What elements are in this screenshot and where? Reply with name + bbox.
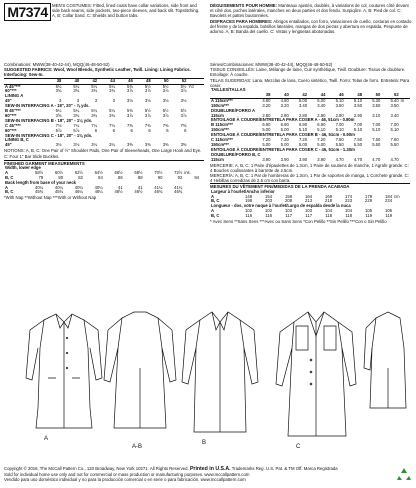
value-cell: 3¾	[73, 112, 80, 118]
size-cell: 52	[170, 79, 188, 84]
value-cell: 3.90	[298, 156, 308, 162]
value-cell: 218	[325, 198, 333, 204]
value-cell: 68½	[134, 169, 143, 175]
row-label: C 115cm***	[211, 137, 233, 143]
value-cell: 119	[365, 213, 373, 219]
unit-cell: cm	[394, 193, 400, 199]
value-cell: 7.20	[317, 137, 326, 143]
value-cell: 2.80	[280, 112, 289, 118]
value-cell: 5.50	[372, 141, 381, 147]
value-cell: 6.90	[298, 122, 308, 128]
value-cell: 3	[76, 98, 80, 104]
nap-note: *With Nap **Without Nap ***With or Without Nap	[4, 195, 97, 201]
value-cell: 7⅛	[55, 122, 62, 128]
footer	[4, 466, 412, 483]
value-cell: 3⅞	[180, 112, 187, 118]
row-label: B 45"***	[5, 108, 21, 114]
value-cell: 3¼	[109, 142, 115, 148]
value-cell: 60½	[54, 169, 64, 175]
section-label: DOUBLURE/FORRO B, C	[211, 151, 261, 157]
value-cell: 104	[325, 208, 333, 214]
value-cell: 2.90	[353, 112, 363, 118]
value-cell: 3⅞	[144, 112, 151, 118]
value-cell: 5¼	[109, 83, 115, 89]
value-cell: 3⅜	[180, 142, 187, 148]
value-cell: 2.80	[317, 112, 326, 118]
row-label: 150cm***	[211, 127, 229, 133]
view-c-front	[276, 312, 356, 436]
value-cell: 3⅞	[162, 112, 169, 118]
row-label: C 45"***	[5, 122, 21, 128]
value-cell: 118	[325, 213, 333, 219]
value-cell: 3¼	[91, 142, 98, 148]
spanish-title: DISFRACES PARA HOMBRES:	[210, 18, 273, 24]
value-cell: 84	[98, 174, 103, 180]
metric-table	[210, 88, 410, 163]
value-cell: 6	[112, 127, 115, 133]
value-cell: 102	[265, 208, 273, 214]
value-cell: 5¼	[55, 108, 62, 114]
value-cell: 5¼	[73, 108, 80, 114]
row-label: A	[5, 169, 9, 175]
value-cell: 5.10	[353, 127, 363, 133]
label-a: A	[44, 436, 49, 442]
size-cell: 46	[116, 79, 134, 84]
value-cell: 5.00	[317, 141, 326, 147]
value-cell: 41	[137, 184, 143, 190]
unit-cell: m	[400, 97, 405, 103]
value-cell: 41¼	[174, 184, 183, 190]
row-label: 150cm***	[211, 141, 229, 147]
value-cell: 4.80	[262, 97, 271, 103]
value-cell: 5.00	[298, 141, 308, 147]
size-cell: 40	[62, 79, 80, 84]
value-cell: 203	[265, 198, 273, 204]
value-cell: 4.70	[335, 156, 344, 162]
value-cell: 6	[166, 127, 169, 133]
notions: NOTIONS: A, B, C: One Pair of ½" Shoulder Pads, One Pair of Sleeveheads, One Large Hook and Eye. C: Four 1" Bar Slide Buckles.	[4, 148, 202, 159]
size-cell: 52	[381, 93, 399, 98]
value-cell: 88	[137, 174, 143, 180]
value-cell: 3⅞	[127, 88, 133, 94]
value-cell: 5⅜	[127, 83, 133, 89]
size-cell: 42	[80, 79, 98, 84]
value-cell: 7⅜	[127, 122, 133, 128]
value-cell: 5.10	[353, 97, 363, 103]
unit-cell	[200, 176, 204, 181]
technical-drawings	[4, 308, 412, 462]
value-cell: 117	[285, 213, 293, 219]
value-cell: 174	[345, 193, 353, 199]
value-cell: 5.00	[317, 97, 326, 103]
value-cell: 7⅜	[144, 122, 151, 128]
value-cell: 5.10	[317, 127, 326, 133]
row-label: B, C	[5, 174, 14, 180]
size-cell: 44	[308, 93, 326, 98]
view-a-front	[26, 314, 102, 428]
size-cell: 50	[363, 93, 381, 98]
value-cell: 103	[285, 208, 293, 214]
row-label: B 115cm***	[211, 122, 233, 128]
unit-cell: Yd	[188, 83, 194, 89]
suggested-fabrics: SUGGESTED FABRICS: Wool, Wool Blends, Synthetic Leather, Twill. Lining: Lining Fabrics. Interfacing: Sew-In.	[4, 67, 191, 78]
value-cell: 5¼	[109, 108, 115, 114]
value-cell: 5⅞	[73, 127, 80, 133]
value-cell: 90	[157, 174, 163, 180]
size-cell: 42	[290, 93, 308, 98]
value-cell: 3⅝	[55, 112, 62, 118]
section-label: LINING B, C	[5, 137, 29, 143]
value-cell: 4.80	[280, 97, 289, 103]
value-cell: 4.70	[390, 156, 399, 162]
row-label: 60"***	[5, 127, 17, 133]
value-cell: 5¼	[73, 83, 80, 89]
label-b: B	[202, 440, 207, 446]
value-cell: 229	[365, 198, 373, 204]
value-cell: 7¼	[91, 122, 98, 128]
value-cell: 5.50	[335, 141, 344, 147]
value-cell: 40¼	[54, 184, 64, 190]
row-label: 60"***	[5, 88, 17, 94]
value-cell: 3⅜	[162, 142, 169, 148]
value-cell: 118	[345, 213, 353, 219]
merceria: MERCERÍA: A, B, C: 1 Par de hombreras de 1.3cm, 1 Par de soportes de manga, 1 Corchete grande. C: 4 Hebillas corredizas de 2.5 cm con barra.	[210, 173, 409, 184]
french-description: Manteaux ajustés, doublés, à variations de col, coutures côté devant et côté dos, poches latérales, manches en deux parties et dos fendu. Surpiqûre. A, B: Pied de col. C: Bavolets et pattes boutonnées.	[210, 3, 409, 19]
value-cell: 3¾	[73, 88, 80, 94]
value-cell: 154	[265, 193, 273, 199]
row-label: 115cm	[211, 156, 224, 162]
value-cell: 119	[385, 213, 393, 219]
row-label: A 115cm***	[211, 97, 233, 103]
value-cell: 5¼	[55, 83, 62, 89]
value-cell: 94	[194, 174, 199, 180]
section-label: Largeur à l'ourlet/Ancho inferior	[211, 188, 275, 194]
value-cell: 40¼	[94, 184, 103, 190]
value-cell: 105	[385, 208, 393, 214]
value-cell: 3⅞	[127, 112, 133, 118]
value-cell: 46¾	[174, 189, 183, 195]
value-cell: 3.20	[262, 102, 271, 108]
value-cell: 3⅛	[180, 98, 187, 104]
english-intro	[52, 3, 204, 19]
value-cell: 3.50	[353, 102, 363, 108]
value-cell: 40¼	[74, 184, 83, 190]
nap-note-translated: * Avec Sens **Sans Sens ***Avec ou Sans Sens *Con Pelillo **Sin Pelillo ***Con o Sin Pelillo	[210, 219, 387, 225]
section-label: SEW-IN INTERFACING A - 18", 20" - ⅞ yds.	[5, 103, 90, 109]
value-cell: 117	[305, 213, 313, 219]
value-cell: 2.80	[262, 112, 271, 118]
section-label: Longueur - dos, votre nuque à l'ourlet/Largo de espalda desde la nuca	[211, 203, 351, 209]
metric-yardage	[210, 62, 410, 224]
value-cell: 2.80	[298, 112, 308, 118]
row-label: B, C	[5, 189, 14, 195]
value-cell: 3.50	[390, 102, 399, 108]
value-cell: 3.20	[280, 102, 289, 108]
value-cell: 7.00	[372, 122, 381, 128]
value-cell: 5.40	[390, 97, 399, 103]
value-cell: 7.50	[335, 137, 344, 143]
value-cell: 3⅛	[162, 98, 169, 104]
finished-measurements-table	[4, 166, 204, 195]
value-cell: 3.40	[390, 112, 399, 118]
value-cell: 41¼	[154, 184, 163, 190]
value-cell: 41	[118, 184, 123, 190]
value-cell: 7.20	[262, 137, 271, 143]
value-cell: 234	[385, 198, 393, 204]
english-yardage	[4, 62, 204, 201]
value-cell: 105	[365, 208, 373, 214]
combinations-label: Combinations: MWW(38-40-42-44), MQQ(46-48-50-52)	[4, 62, 110, 67]
spanish-description: Abrigos entallados, con forro, variaciones de cuello, costuras en costado del frente y de la espalda, bolsillos laterales, mangas de dos piezas y abertura en espalda. Pespunte de adorno. A, B: Banda del cuello. C: Vistas y lengüetas abotonadas.	[210, 18, 412, 35]
row-label: B, C	[211, 213, 220, 219]
value-cell: 3⅞	[162, 88, 169, 94]
sold-notice: Sold for individual home use only and not for commercial or mass production or manufacturing purposes. www.mccallpattern.com	[4, 472, 250, 478]
value-cell: 7.00	[390, 122, 399, 128]
size-cell: 40	[271, 93, 289, 98]
value-cell: 58½	[35, 169, 44, 175]
printed-in: Printed in U.S.A.	[189, 466, 231, 472]
value-cell: 5.10	[298, 127, 308, 133]
value-cell: 46¾	[154, 189, 163, 195]
value-cell: 116	[245, 213, 253, 219]
value-cell: 3¾	[55, 88, 62, 94]
value-cell: 5⅞	[55, 127, 62, 133]
value-cell: 3⅛	[73, 142, 80, 148]
section-label: ENTOILAGE À COUDRE/ENTRETELA PARA COSER C - 46, 51cm - 1.30m	[211, 146, 355, 152]
vendido-notice: Vendido para uso doméstico individual y no para la producción comercial o en serie o para fabricación. www.mccallpattern.com	[4, 477, 246, 483]
value-cell: 64½	[94, 169, 103, 175]
value-cell: 5.50	[390, 141, 399, 147]
value-cell: 5½	[180, 108, 187, 114]
value-cell: 7¼	[109, 122, 115, 128]
value-cell: 72½	[174, 169, 183, 175]
value-cell: 4.70	[372, 156, 381, 162]
row-label: 60"***	[5, 112, 17, 118]
value-cell: 103	[305, 208, 313, 214]
value-cell: 7.60	[372, 137, 381, 143]
value-cell: 5.10	[335, 97, 344, 103]
row-label: 150cm***	[211, 102, 229, 108]
value-cell: 3⅛	[55, 142, 62, 148]
label-a-b: A-B	[132, 444, 143, 450]
mesures-title: MESURES DU VÊTEMENT FINI/MEDIDAS DE LA PRENDA ACABADA	[210, 184, 350, 190]
value-cell: 3	[112, 98, 115, 104]
value-cell: 6.90	[317, 122, 326, 128]
value-cell: 5½	[180, 83, 187, 89]
size-cell: 48	[345, 93, 363, 98]
section-label: LINING A	[5, 93, 24, 99]
value-cell: 3⅞	[144, 88, 151, 94]
value-cell: 6.90	[280, 122, 289, 128]
value-cell: 149	[245, 193, 253, 199]
value-cell: 3¾	[91, 88, 98, 94]
value-cell: 5.00	[262, 127, 271, 133]
value-cell: 3	[94, 98, 98, 104]
size-cell: 38	[45, 79, 63, 84]
value-cell: 92	[177, 174, 183, 180]
value-cell: 5.00	[280, 127, 289, 133]
value-cell: 7.20	[280, 137, 289, 143]
row-label: 45"	[5, 98, 12, 104]
value-cell: 3¾	[109, 112, 115, 118]
copyright: Copyright © 2016, The McCall Pattern Co., 120 Broadway, New York 10271. All Rights Reserved.	[4, 466, 189, 471]
value-cell: 78	[38, 174, 44, 180]
value-cell: 5.10	[390, 127, 399, 133]
value-cell: 5¼	[91, 83, 98, 89]
english-description: MEN'S COSTUMES: Fitted, lined coats have collar variations, side front and side back seams, side pockets, two-piece sleeves, and back slit. Topstitching. A, B: Collar band. C: Shields and button tabs.	[52, 3, 200, 19]
value-cell: 3.50	[372, 102, 381, 108]
row-label: A	[211, 208, 215, 214]
value-cell: 7.20	[298, 137, 308, 143]
value-cell: 5.00	[280, 141, 289, 147]
value-cell: 6	[94, 127, 98, 133]
finished-measurements-title: FINISHED GARMENT MEASUREMENTS	[4, 160, 85, 166]
unit-cell: ins.	[184, 169, 191, 175]
value-cell: 7.00	[335, 122, 344, 128]
section-label: Back length from base of your neck	[5, 179, 76, 185]
value-cell: 46½	[114, 189, 123, 195]
value-cell: 102	[245, 208, 253, 214]
value-cell: 5.00	[262, 141, 271, 147]
value-cell: 223	[345, 198, 353, 204]
trademarks: Trademarks Reg. U.S. Pat. & TM Off. Marca Registrada	[231, 466, 338, 471]
view-c-back	[364, 312, 406, 408]
value-cell: 66½	[114, 169, 123, 175]
value-cell: 5.10	[372, 127, 381, 133]
view-b-front	[182, 312, 258, 432]
value-cell: 5½	[144, 83, 151, 89]
section-label: ENTOILAGE À COUDRE/ENTRETELA PARA COSER A - 46, 51cm - 0.80m	[211, 117, 355, 123]
value-cell: 45¾	[35, 189, 44, 195]
value-cell: 198	[245, 198, 253, 204]
value-cell: 86	[118, 174, 123, 180]
value-cell: 5½	[162, 83, 169, 89]
value-cell: 5.10	[335, 127, 344, 133]
row-label: 45"	[5, 142, 12, 148]
mercerie: MERCERIE: A, B, C: 1 Paire d'épaulettes de 1.3cm, 1 Paire de soutiens de manche, 1 Agrafe grande. C: 4 Boucles coulissantes à barrette de 2.5cm.	[210, 162, 409, 173]
value-cell: 62½	[74, 169, 83, 175]
value-cell: 45¾	[54, 189, 64, 195]
telas-sugeridas: TELAS SUGERIDAS: Lana, Mezclas de lana, Cuero sintético, Twill. Forro: Telas de forro. Entretela: Para coser.	[210, 77, 410, 88]
value-cell: 7¼	[73, 122, 80, 128]
value-cell: 159	[285, 193, 293, 199]
value-cell: 5.30	[372, 97, 381, 103]
value-cell: 5½	[144, 108, 151, 114]
row-label: A	[211, 193, 215, 199]
row-label: A	[5, 184, 9, 190]
recycle-icon	[396, 466, 412, 482]
value-cell: 70½	[154, 169, 163, 175]
value-cell: 169	[325, 193, 333, 199]
section-label: DOUBLURE/FORRO A	[211, 107, 256, 113]
value-cell: 7.00	[353, 122, 363, 128]
row-label: A 45"***	[5, 83, 21, 89]
value-cell: 5¼	[91, 108, 98, 114]
row-label: B, C	[211, 198, 220, 204]
value-cell: 46¼	[74, 189, 83, 195]
value-cell: 3⅞	[180, 88, 187, 94]
value-cell: 40¼	[35, 184, 44, 190]
section-label: TAILLES/TALLAS	[211, 87, 246, 93]
value-cell: 7⅜	[180, 122, 187, 128]
size-cell: 44	[98, 79, 116, 84]
series-combinations: Séries/Combinaciones: MWW(38-40-42-44), MQQ(46-48-50-52)	[210, 62, 333, 67]
value-cell: 46½	[134, 189, 143, 195]
value-cell: 5.00	[298, 97, 308, 103]
value-cell: 3.40	[298, 102, 308, 108]
translated-intro	[210, 3, 412, 34]
value-cell: 3⅜	[144, 142, 151, 148]
value-cell: 3.40	[317, 102, 326, 108]
value-cell: 164	[305, 193, 313, 199]
value-cell: 5⅜	[127, 108, 133, 114]
value-cell: 7.60	[390, 137, 399, 143]
label-c: C	[296, 444, 301, 450]
value-cell: 4.70	[353, 156, 363, 162]
value-cell: 7.50	[353, 137, 363, 143]
row-label: 115cm	[211, 112, 224, 118]
mesures-table	[210, 190, 410, 219]
value-cell: 3.90	[317, 156, 326, 162]
value-cell: 3⅛	[144, 98, 151, 104]
tissus-conseilles: TISSUS CONSEILLÉS: Laine, Mélange de laine, Cuir synthétique, Twill. Doublure: Tissus de doublure. Entoilage: À coudre.	[210, 67, 406, 78]
value-cell: 116	[265, 213, 273, 219]
value-cell: 6	[130, 127, 133, 133]
value-cell: 3.90	[262, 156, 271, 162]
value-cell: 46¼	[94, 189, 103, 195]
value-cell: 3¾	[109, 88, 115, 94]
value-cell: 3	[59, 98, 62, 104]
value-cell: 213	[305, 198, 313, 204]
pattern-number: M7374	[4, 3, 51, 21]
value-cell: 3¾	[91, 112, 98, 118]
french-title: DÉGUISEMENTS POUR HOMME:	[210, 3, 278, 8]
yardage-table	[4, 79, 204, 149]
size-cell: 50	[152, 79, 170, 84]
value-cell: 3.50	[335, 102, 344, 108]
section-label: ENTOILAGE À COUDRE/ENTRETELA PARA COSER B - 46, 51cm - 0.90m	[211, 132, 355, 138]
value-cell: 184	[385, 193, 393, 199]
value-cell: 82	[78, 174, 83, 180]
value-cell: 3⅜	[127, 142, 133, 148]
size-cell: 38	[253, 93, 271, 98]
value-cell: 208	[285, 198, 293, 204]
view-a-b-back	[104, 312, 176, 428]
pattern-header	[4, 3, 412, 43]
value-cell: 6	[148, 127, 151, 133]
value-cell: 104	[345, 208, 353, 214]
value-cell: 6.90	[262, 122, 271, 128]
value-cell: 7⅜	[162, 122, 169, 128]
value-cell: 2.90	[335, 112, 344, 118]
section-label: Width, lower edge	[5, 164, 41, 170]
value-cell: 179	[365, 193, 373, 199]
value-cell: 5.50	[353, 141, 363, 147]
value-cell: 80	[58, 174, 64, 180]
section-label: SEW-IN INTERFACING C - 18", 20" - 1⅜ yds.	[5, 132, 93, 138]
value-cell: 6	[184, 127, 187, 133]
value-cell: 3⅛	[127, 98, 133, 104]
value-cell: 3.90	[280, 156, 289, 162]
section-label: SEW-IN INTERFACING B - 18", 20" - 1⅛ yds.	[5, 117, 93, 123]
value-cell: 5½	[162, 108, 169, 114]
size-cell: 46	[326, 93, 344, 98]
value-cell: 3.10	[372, 112, 381, 118]
size-cell: 48	[134, 79, 152, 84]
